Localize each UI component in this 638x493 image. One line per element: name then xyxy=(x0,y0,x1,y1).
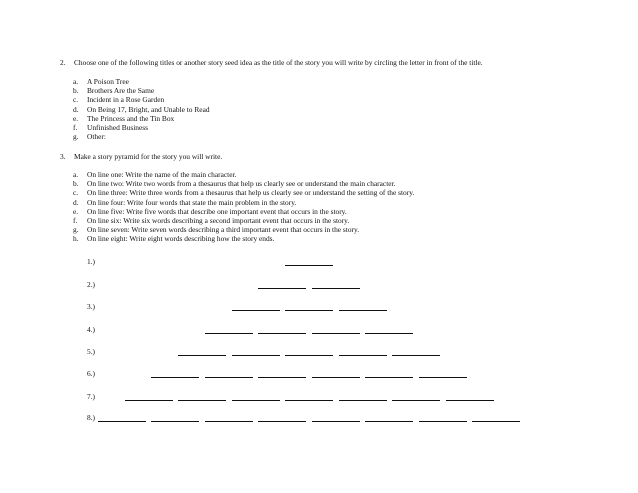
answer-blank[interactable] xyxy=(312,288,360,289)
answer-blank[interactable] xyxy=(365,333,413,334)
option-letter: b. xyxy=(73,86,79,96)
question-3-text: Make a story pyramid for the story you will write. xyxy=(74,152,223,161)
instruction-text: On line seven: Write seven words describing a third important event that occurs in the story. xyxy=(87,225,360,235)
option-text: On Being 17, Bright, and Unable to Read xyxy=(87,104,210,114)
answer-blank[interactable] xyxy=(365,377,413,378)
pyramid-line-label: 3.) xyxy=(87,302,96,311)
instruction-letter: d. xyxy=(73,197,79,207)
instruction-text: On line six: Write six words describing a second important event that occurs in the story. xyxy=(87,215,350,225)
question-3-number: 3. xyxy=(60,152,66,161)
answer-blank[interactable] xyxy=(472,421,520,422)
option-letter: d. xyxy=(73,104,79,114)
answer-blank[interactable] xyxy=(151,377,199,378)
answer-blank[interactable] xyxy=(339,400,387,401)
option-letter: c. xyxy=(73,95,79,105)
pyramid-line-7 xyxy=(87,392,627,402)
answer-blank[interactable] xyxy=(419,421,467,422)
answer-blank[interactable] xyxy=(446,400,494,401)
answer-blank[interactable] xyxy=(339,310,387,311)
answer-blank[interactable] xyxy=(178,355,226,356)
option-text: Other: xyxy=(87,132,106,142)
answer-blank[interactable] xyxy=(258,377,306,378)
pyramid-line-3 xyxy=(87,302,627,312)
option-text: The Princess and the Tin Box xyxy=(87,113,175,123)
question-2-text: Choose one of the following titles or another story seed idea as the title of the story you will write by circling the letter in front of the title. xyxy=(74,58,483,67)
answer-blank[interactable] xyxy=(205,377,253,378)
answer-blank[interactable] xyxy=(178,400,226,401)
question-2-number: 2. xyxy=(60,58,66,67)
instruction-text: On line two: Write two words from a thesaurus that help us clearly see or understand the main character. xyxy=(87,179,396,189)
option-letter: a. xyxy=(73,77,79,86)
pyramid-line-label: 2.) xyxy=(87,280,96,289)
answer-blank[interactable] xyxy=(392,400,440,401)
answer-blank[interactable] xyxy=(232,355,280,356)
option-text: Unfinished Business xyxy=(87,122,148,132)
pyramid-line-label: 5.) xyxy=(87,347,96,356)
instruction-text: On line three: Write three words from a thesaurus that help us clearly see or understand the setting of the story. xyxy=(87,188,415,198)
answer-blank[interactable] xyxy=(98,421,146,422)
option-letter: g. xyxy=(73,132,79,142)
instruction-text: On line four: Write four words that state the main problem in the story. xyxy=(87,197,297,207)
instruction-letter: h. xyxy=(73,234,79,244)
option-letter: e. xyxy=(73,113,79,123)
answer-blank[interactable] xyxy=(205,421,253,422)
answer-blank[interactable] xyxy=(312,377,360,378)
instruction-text: On line five: Write five words that describe one important event that occurs in the story. xyxy=(87,206,347,216)
instruction-text: On line eight: Write eight words describing how the story ends. xyxy=(87,234,275,244)
pyramid-line-2 xyxy=(87,280,627,290)
answer-blank[interactable] xyxy=(258,421,306,422)
pyramid-line-label: 4.) xyxy=(87,325,96,334)
answer-blank[interactable] xyxy=(419,377,467,378)
pyramid-line-label: 7.) xyxy=(87,392,96,401)
answer-blank[interactable] xyxy=(312,421,360,422)
pyramid-line-label: 1.) xyxy=(87,257,96,266)
pyramid-line-label: 8.) xyxy=(87,413,96,422)
answer-blank[interactable] xyxy=(285,265,333,266)
answer-blank[interactable] xyxy=(392,355,440,356)
answer-blank[interactable] xyxy=(125,400,173,401)
option-text: Incident in a Rose Garden xyxy=(87,95,165,105)
option-text: Brothers Are the Same xyxy=(87,86,155,96)
instruction-letter: g. xyxy=(73,225,79,235)
answer-blank[interactable] xyxy=(312,333,360,334)
answer-blank[interactable] xyxy=(285,310,333,311)
pyramid-line-label: 6.) xyxy=(87,369,96,378)
pyramid-line-6 xyxy=(87,369,627,379)
answer-blank[interactable] xyxy=(258,333,306,334)
answer-blank[interactable] xyxy=(285,355,333,356)
answer-blank[interactable] xyxy=(232,310,280,311)
answer-blank[interactable] xyxy=(339,355,387,356)
option-text: A Poison Tree xyxy=(87,77,129,86)
instruction-letter: c. xyxy=(73,188,79,198)
instruction-letter: a. xyxy=(73,170,79,179)
answer-blank[interactable] xyxy=(285,400,333,401)
pyramid-line-8 xyxy=(87,413,627,423)
instruction-letter: b. xyxy=(73,179,79,189)
pyramid-line-1 xyxy=(87,257,627,267)
instruction-letter: e. xyxy=(73,206,79,216)
answer-blank[interactable] xyxy=(151,421,199,422)
answer-blank[interactable] xyxy=(232,400,280,401)
instruction-letter: f. xyxy=(73,215,78,225)
answer-blank[interactable] xyxy=(205,333,253,334)
instruction-text: On line one: Write the name of the main character. xyxy=(87,170,237,179)
option-letter: f. xyxy=(73,122,78,132)
pyramid-line-5 xyxy=(87,347,627,357)
answer-blank[interactable] xyxy=(258,288,306,289)
answer-blank[interactable] xyxy=(365,421,413,422)
pyramid-line-4 xyxy=(87,325,627,335)
